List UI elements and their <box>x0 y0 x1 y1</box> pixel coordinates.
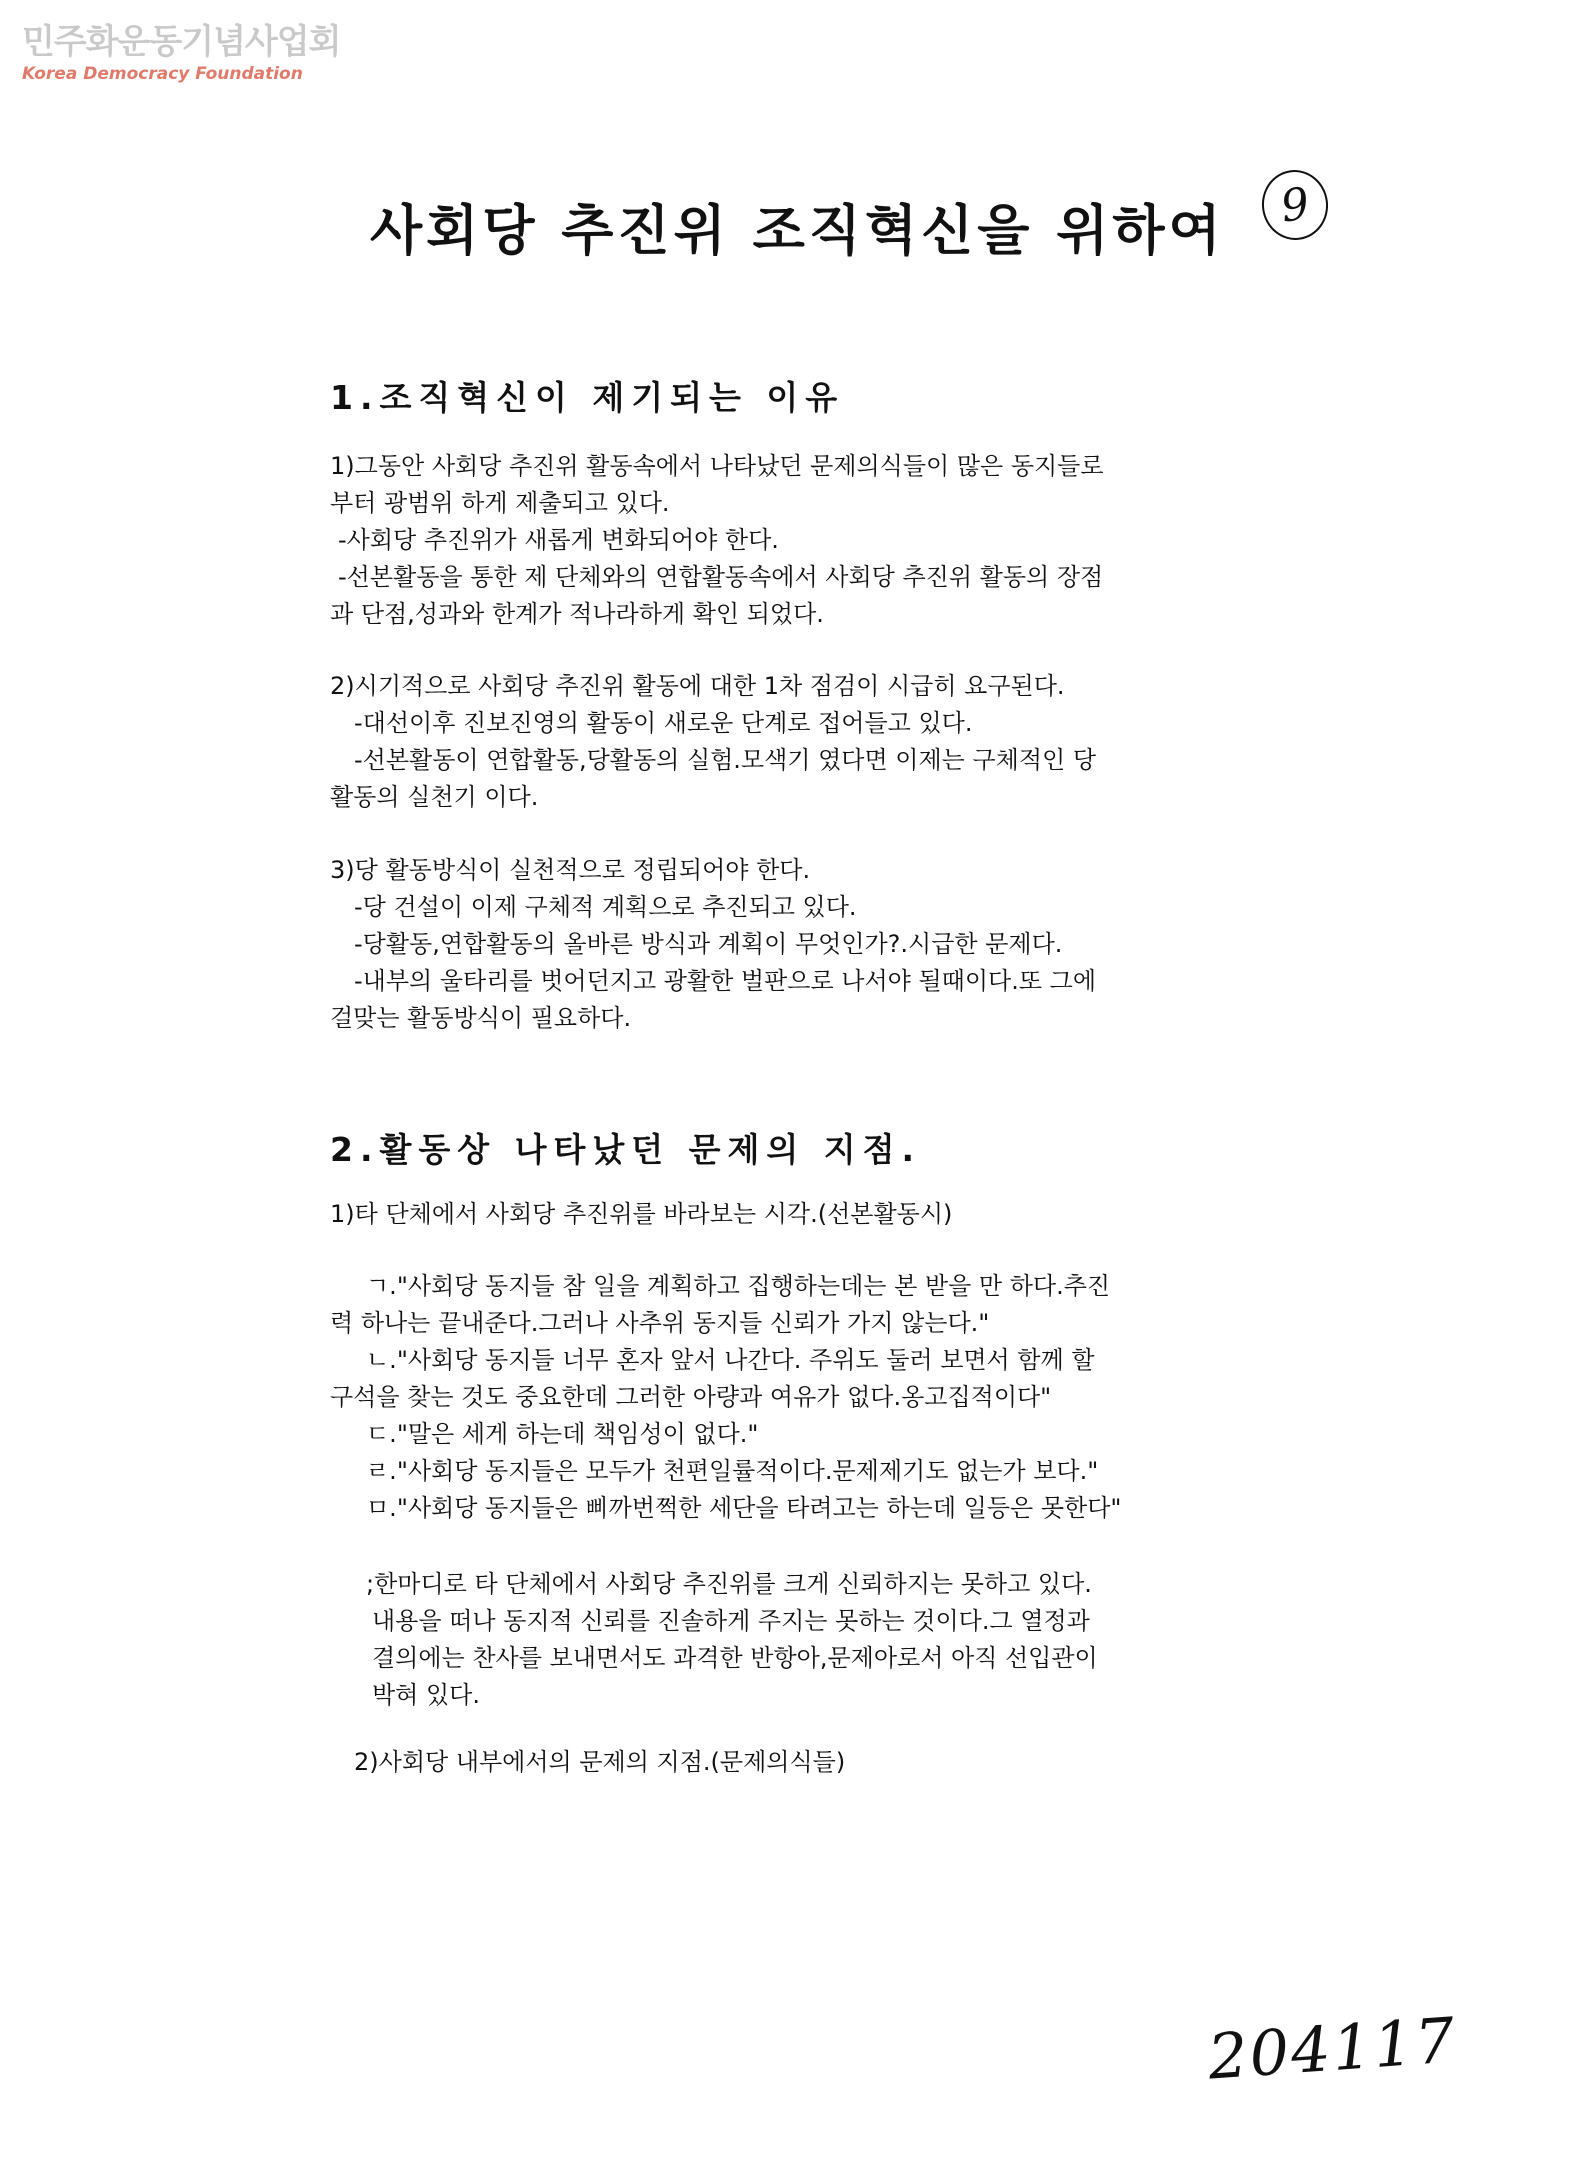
section2-body <box>330 1196 1250 1233</box>
quote-line: ㄹ."사회당 동지들은 모두가 천편일률적이다.문제제기도 없는가 보다." <box>366 1457 1099 1485</box>
section1-body-2 <box>330 668 1250 816</box>
quote-line: ㄴ."사회당 동지들 너무 혼자 앞서 나간다. 주위도 둘러 보면서 함께 할 <box>366 1346 1095 1374</box>
text-line: 1)타 단체에서 사회당 추진위를 바라보는 시각.(선본활동시) <box>330 1200 953 1228</box>
quote-line: ㄱ."사회당 동지들 참 일을 계획하고 집행하는데는 본 받을 만 하다.추진 <box>366 1272 1111 1300</box>
archive-number-handwritten: 204117 <box>1205 2003 1459 2094</box>
circled-page-number: 9 <box>1257 166 1332 245</box>
text-line: 활동의 실천기 이다. <box>330 783 539 811</box>
foundation-watermark <box>22 22 340 84</box>
text-line: ;한마디로 타 단체에서 사회당 추진위를 크게 신뢰하지는 못하고 있다. <box>366 1570 1092 1598</box>
text-line: -내부의 울타리를 벗어던지고 광활한 벌판으로 나서야 될때이다.또 그에 <box>354 967 1097 995</box>
quote-line: 력 하나는 끝내준다.그러나 사추위 동지들 신뢰가 가지 않는다." <box>330 1309 990 1337</box>
text-line: 결의에는 찬사를 보내면서도 과격한 반항아,문제아로서 아직 선입관이 <box>372 1644 1098 1672</box>
watermark-english: Korea Democracy Foundation <box>22 64 303 84</box>
quote-line: ㄷ."말은 세게 하는데 책임성이 없다." <box>366 1420 759 1448</box>
section2-quotes <box>330 1268 1250 1527</box>
section2-heading: 2.활동상 나타났던 문제의 지점. <box>330 1130 922 1169</box>
text-line: 2)사회당 내부에서의 문제의 지점.(문제의식들) <box>354 1748 846 1776</box>
section1-heading: 1.조직혁신이 제기되는 이유 <box>330 378 845 417</box>
text-line: 과 단점,성과와 한계가 적나라하게 확인 되었다. <box>330 600 824 628</box>
document-title: 사회당 추진위 조직혁신을 위하여 <box>370 198 1225 262</box>
section1-body <box>330 448 1250 633</box>
text-line: -대선이후 진보진영의 활동이 새로운 단계로 접어들고 있다. <box>354 709 973 737</box>
section1-body-3 <box>330 852 1250 1037</box>
quote-line: 구석을 찾는 것도 중요한데 그러한 아량과 여유가 없다.옹고집적이다" <box>330 1383 1052 1411</box>
text-line: -당활동,연합활동의 올바른 방식과 계획이 무엇인가?.시급한 문제다. <box>354 930 1063 958</box>
text-line: 걸맞는 활동방식이 필요하다. <box>330 1004 632 1032</box>
section2-sub2 <box>330 1744 1250 1781</box>
text-line: -당 건설이 이제 구체적 계획으로 추진되고 있다. <box>354 893 857 921</box>
text-line: -선본활동이 연합활동,당활동의 실험.모색기 였다면 이제는 구체적인 당 <box>354 746 1097 774</box>
text-line: 3)당 활동방식이 실천적으로 정립되어야 한다. <box>330 856 811 884</box>
text-line: 박혀 있다. <box>372 1681 480 1709</box>
text-line: -사회당 추진위가 새롭게 변화되어야 한다. <box>338 526 779 554</box>
text-line: -선본활동을 통한 제 단체와의 연합활동속에서 사회당 추진위 활동의 장점 <box>338 563 1104 591</box>
text-line: 1)그동안 사회당 추진위 활동속에서 나타났던 문제의식들이 많은 동지들로 <box>330 452 1104 480</box>
text-line: 2)시기적으로 사회당 추진위 활동에 대한 1차 점검이 시급히 요구된다. <box>330 672 1065 700</box>
quote-line: ㅁ."사회당 동지들은 삐까번쩍한 세단을 타려고는 하는데 일등은 못한다" <box>366 1494 1122 1522</box>
text-line: 내용을 떠나 동지적 신뢰를 진솔하게 주지는 못하는 것이다.그 열정과 <box>372 1607 1090 1635</box>
watermark-korean: 민주화운동기념사업회 <box>22 22 341 62</box>
text-line: 부터 광범위 하게 제출되고 있다. <box>330 489 670 517</box>
section2-summary <box>330 1566 1250 1714</box>
